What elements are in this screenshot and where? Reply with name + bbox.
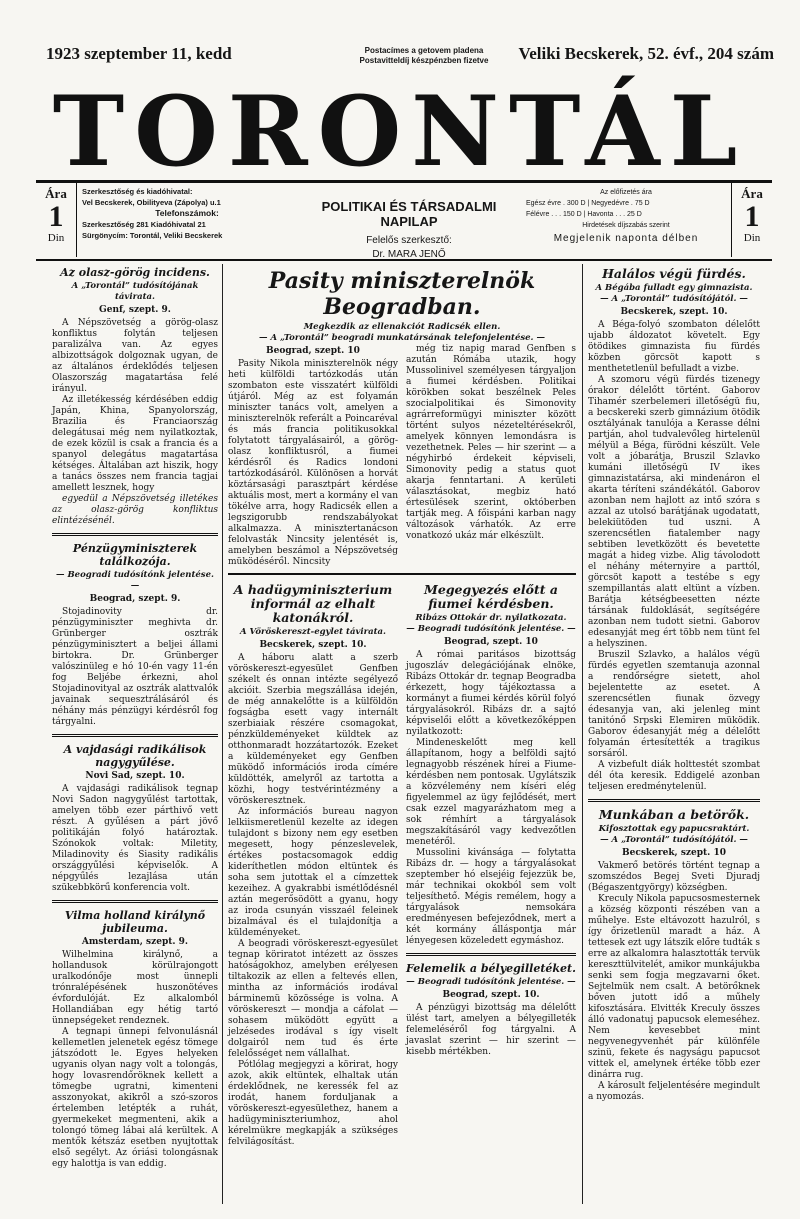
article-belyegilletek: Felemelik a bélyegilletéket. — Beogradi tudósítónk jelentése. — Beograd, szept. 10. A pénzügyi bizottság ma délelőtt ülést tart, amelyen a bélyegilleték felemeléséről fog tárgyalni. A javaslat szerint — hir szerint — kisebb mértékben. <box>406 962 576 1057</box>
info-bar <box>36 180 772 261</box>
column-center <box>228 264 576 1148</box>
divider <box>228 573 576 575</box>
place-year: Veliki Becskerek, 52. évf., 204 szám <box>518 44 774 63</box>
article-betorok: Munkában a betörők. Kifosztottak egy papucsraktárt. — A „Torontál” tudósítójától. — Becskerek, szept. 10 Vakmerő betörés történt tegnap a szomszédos Begej Sveti Djuradj (Bégaszentgyörgy) községben. Kreculy Nikola papucsosmesternek a község központi részében van a műhelye. Este eltávozott hazulról, s így őrizetlenül maradt a ház. A tettesek ezt ugy látszik előre tudták s erre az alkalomra halasztották tervük kereszttülvitelét, amikor munkájukba senki sem fogja megzavarni őket. Sejtelmük nem csalt. A betörőknek bőven jutott idő a műhely kifosztására. Elvitték Kreculy összes álló vadonatuj papucsok elemeséhez. Nem kevesebbet mint negyvenegyvenhét pár különféle szinü, fekete és nagyságu papucsot vittek el, amelynek értéke több ezer dinárra rug. A károsult feljelentésére megindult a nyomozás. <box>588 807 760 1102</box>
issue-date: 1923 szeptember 11, kedd <box>46 44 232 63</box>
paper-type-info: POLITIKAI ÉS TÁRSADALMI NAPILAP Felelős szerkesztő: Dr. MARA JENŐ <box>321 199 497 260</box>
divider <box>52 734 218 737</box>
column-right <box>588 264 760 1103</box>
lead-headline: Pasity miniszterelnök Beogradban. <box>268 268 536 320</box>
price-box-right: Ára 1 Din <box>731 183 772 257</box>
article-vajdasagi-radikalisok: A vajdasági radikálisok nagygyűlése. Novi Sad, szept. 10. A vajdasági radikálisok tegnap Novi Sadon nagygyűlést tartottak, amelyen több ezer párthivő vett részt. A gyűlésen a párt jövő politikáján folyó határoztak. Szónokok voltak: Miletity, Miladinovity és Siasity radikális országgyűlési képviselők. A népgyűlés lezajlása után szükebbkörű konferencia volt. <box>52 743 218 893</box>
masthead <box>40 75 760 188</box>
article-penzugyminiszterek: Pénzügyminiszterek találkozója. — Beogradi tudósítónk jelentése. — Beograd, szept. 9. Stojadinovity dr. pénzügyminiszter meghivta dr. Grünberger osztrák pénzügyminisztert a beljei állami birtokra. Dr. Grünberger valószinüleg e hó 10-én vagy 11-én fog Beljébe érkezni, ahol Stojadinovityal az osztrák alattvalók javainak sequesztrálásáról és néhány más pénzügyi kérdésről fog tárgyalni. <box>52 542 218 727</box>
article-hadugyminiszterium: A hadügyminiszterium informál az elhalt katonákról. A Vöröskereszt-egylet távirata. Becskerek, szept. 10. A háboru alatt a szerb vöröskereszt-egyesület Genfben székelt és onnan intézte segélyező akcióit. Szerbia megszállása idején, de még annakelőtte is a külföldön fogságba esett vagy internált szerbiaiak részére csomagokat, pénzküldeményeket küldtek az otthonmaradt hozzátartozók. Ezeket a küldeményeket egy Genfben müködő információs iroda címére küldötték, amelyről az tartotta a közhi, hogy testvérintézmény a vöröskeresztnek. Az információs bureau nagyon lelkiismeretlenül kezelte az idegen tulajdont s bizony nem egy esetben megesett, hogy pénzeslevelek, értékes postacsomagok eddig kideríthetlen módon eltüntek és soha sem jutottak el a címzettek kezeihez. A gyakrabbi ismétlődésnél aztán megerősödött a gyanu, hogy az iroda csunyán visszaél feleinek bizalmával és el tulajdonítja a küldeményeket. A beogradi vöröskereszt-egyesület tegnap köriratot intézett az összes hatóságokhoz, amelyben erélyesen tiltakozik az ellen a feltevés ellen, mintha az információs irodával bárminemü közössége is volna. A vöröskereszt — mondja a cáfolat — sohasem müködött együtt a jelzésedes irodával s így viselt dolgairól nem tud és érte felelősséget nem vállalhat. Pótlólag megjegyzi a körirat, hogy azok, akik eltüntek, elhaltak után érdeklődnek, ne keressék fel az irodát, hanem forduljanak a vöröskereszt-egyesülethez, hanem a hadügyminiszteriumhoz, ahol kérelmükre megkapják a szükséges felvilágosítást. <box>228 582 398 1147</box>
divider <box>52 900 218 903</box>
divider <box>52 533 218 536</box>
office-info: Szerkesztőség és kiadóhivatal: Vel Becskerek, Obilityeva (Zápolya) u.1 Telefonszámok: Szerkesztőség 281 Kiadóhivatal 21 Sürgönycím: Torontál, Veliki Becskerek <box>82 187 223 240</box>
column-left <box>52 264 218 1170</box>
price-box-left: Ára 1 Din <box>36 183 77 257</box>
divider <box>588 799 760 802</box>
article-halalos-furdes: Halálos végü fürdés. A Bégába fulladt egy gimnazista. — A „Torontál” tudósítójától. — Becskerek, szept. 10. A Béga-folyó szombaton délelőtt ujabb áldozatot követelt. Egy ötödikes gimnazista fiu fürdés közben görcsöt kapott s menthetetlenül befulladt a vizbe. A szomoru végü fürdés tizenegy órakor délelőtt történt. Gaborov Tihamér szerbelemeri illetőségü fiu, a becskereki szerb gimnázium ötödik osztályának tanulója a Kerasse délni partján, ahol tudvalevőleg hirtelenül mélyül a Béga, fürödni készült. Vele volt a jóbarátja, Bruszil Szlavko kumáni illetőségü IV ikes gimnazistatársa, aki mindenáron el akarta téríteni szándékától. Gaborov azonban nem hajlott az intő szóra s azzal az utolsó barátjának ugodatatt, belekiütöden tud uszni. A szerencsétlen fiatalember nagy sebtiben levetközött és bevetette magát a hideg vizbe. Alig távolodott el néhány méternyire a parttól, görcsöt kapott a testébe s egy szempillantás alatt eltünt a vízben. Barátja kétségbeesetten nézte társának fuldoklását, segítségére azonban nem tudott sietni. Gaborov edesanyját meg ért több nem tünt fel a helyszinen. Bruszil Szlavko, a halálos végü fürdés egyetlen szemtanuja azonnal a rendőrségre sietett, ahol bejelentette az esetet. A szerencsétlen fiunak özvegy édesanyja van, aki jelenleg mint tanitónő Srpski Elemiren müködik. Gaborov édesanyját még a délelőtt folyamán értesítették a tragikus sorsáról. A vizbefult diák holttestét szombat dél óta keresik. Eddigelé azonban teljesen eredménytelenül. <box>588 266 760 792</box>
subscription-info: Az előfizetés ára Egész évre . 300 D | Negyedévre . 75 D Félévre . . . 150 D | Havonta . . . 25 D Hirdetések díjszabás szerint Megjelenik naponta délben <box>526 189 699 244</box>
article-pasity: Pasity miniszterelnök Beogradban. Megkezdik az ellenakciót Radicsék ellen. — A „Torontál” beogradi munkatársának telefonjelentése. — Beograd, szept. 10 Pasity Nikola miniszterelnök négy heti külföldi tartózkodás után szombaton este visszatért külföldi útjáról. Még az est folyamán miniszter tanács volt, amelyen a miniszterelnök referált a Poincaréval és más francia politikusokkal folytatott tárgyalásairól, a görög-olasz konfliktusról, a fiumei kérdésről és Radics londoni tartózkodásáról. Különösen a horvát köztársasági parasztpárt kérdése aktuális most, mert a kormány el van tökélve arra, hogy Radicsék ellen a legszigorubb rendszabályokat alkalmazza. A minisztertanácson felolvasták Nincsity jelentését is, amelyben beszámol a Népszövetség müködéséről. Nincsity még tiz napig marad Genfben s azután Rómába utazik, hogy Mussolinivel személyesen tárgyaljon a fiumei kérdésben. Politikai körökben sokat beszélnek Peles szocialpolitikai és Simonovity agrárreformügyi miniszter között történt sulyos nézeteltérésekről, amelyek könnyen lemondásra is vezethetnek. Peles — hir szerint — a négyhirbó érdekeit képviseli, Simonovity pedig a status quot akarja fenntartani. A kerületi választásokat, megbiz ható értesülések szerint, októberben tartják meg. A főispáni karban nagy változások várhatók. Az erre vonatkozó ukáz már elkészült. <box>228 268 576 567</box>
divider <box>406 953 576 956</box>
article-olasz-gorog: Az olasz-görög incidens. A „Torontál” tudósítójának távirata. Genf, szept. 9. A Népszövetség a görög-olasz konfliktus folytán teljesen paralizálva van. Az egyes albizottságok dolgoznak ugyan, de az általános érdeklődés teljesen Olaszország magatartása felé irányul. Az illetékesség kérdésében eddig Japán, Khina, Spanyolország, Brazilia és Franciaország delegátusai még nem nyilatkoztak, de ezek közül is csak a francia és a spanyol delegátus magatartása kétséges. Általában azt hiszik, hogy a tanács összes nem francia tagjai amellett lesznek, hogy egyedül a Népszövetség illetékes az olasz-görög konfliktus elintézésénél. <box>52 266 218 526</box>
column-divider <box>582 264 583 1204</box>
masthead-title: TORONTÁL <box>52 75 748 188</box>
top-line <box>34 44 774 74</box>
postal-note: Postacímes a getovem pladena Postavitteldíj készpénzben fizetve <box>359 46 489 65</box>
column-divider <box>222 264 223 1204</box>
article-fiumei-kerdes: Megegyezés előtt a fiumei kérdésben. Ribázs Ottokár dr. nyilatkozata. — Beogradi tudósítónk jelentése. — Beograd, szept. 10 A római paritásos bizottság jugoszláv delegációjának elnöke, Ribázs Ottokár dr. tegnap Beogradba érkezett, hogy tájékoztassa a kormányt a fiumei kérdés körül folyó tárgyalásokról. Ribázs dr. a sajtó képviselői előtt a következőképpen nyilatkozott: Mindeneskelőtt meg kell állapítanom, hogy a belföldi sajtó legnagyobb részének hírei a Fiume-kérdésben nem pontosak. Ugylátszik a közvélemény nem kíséri elég figyelemmel az ügy fejlődését, mert csak ezzel magyarázhatom meg a sok rémhírt a tárgyalások megszakításáról vagy kedvezőtlen menetéről. Mussolini kivánsága — folytatta Ribázs dr. — hogy a tárgyalásokat szeptember hó elsejéig fejezzük be, már technikai okokból sem volt teljesíthető. Mégis remélem, hogy a tárgyalások nemsokára eredményesen befejeződnek, mert a két kormány álláspontja már lényegesen közeledett egymáshoz. <box>406 582 576 946</box>
article-vilma-jubileum: Vilma holland királynő jubileuma. Amsterdam, szept. 9. Wilhelmina királynő, a hollandusok körülrajongott uralkodónője most ünnepli trónralépésének huszonötéves évfordulóját. Ez alkalomból Hollandiában egy hétig tartó ünnepségeket rendeznek. A tegnapi ünnepi felvonulásnál kellemetlen jelenetek egész tömege játszódott le. Egyes helyeken ugyanis olyan nagy volt a tolongás, hogy lovasrendőröknek kellett a tömegbe ugratni, kimenteni asszonyokat, akikről a szó-szoros értelemben letépték a ruhát, gyermekeket megmenteni, akik a tolongó tömeg lábai alá kerültek. A mentők kétszáz esetben nyujtottak első segélyt. Az óriási tolongásnak egy halottja is van eddig. <box>52 909 218 1169</box>
